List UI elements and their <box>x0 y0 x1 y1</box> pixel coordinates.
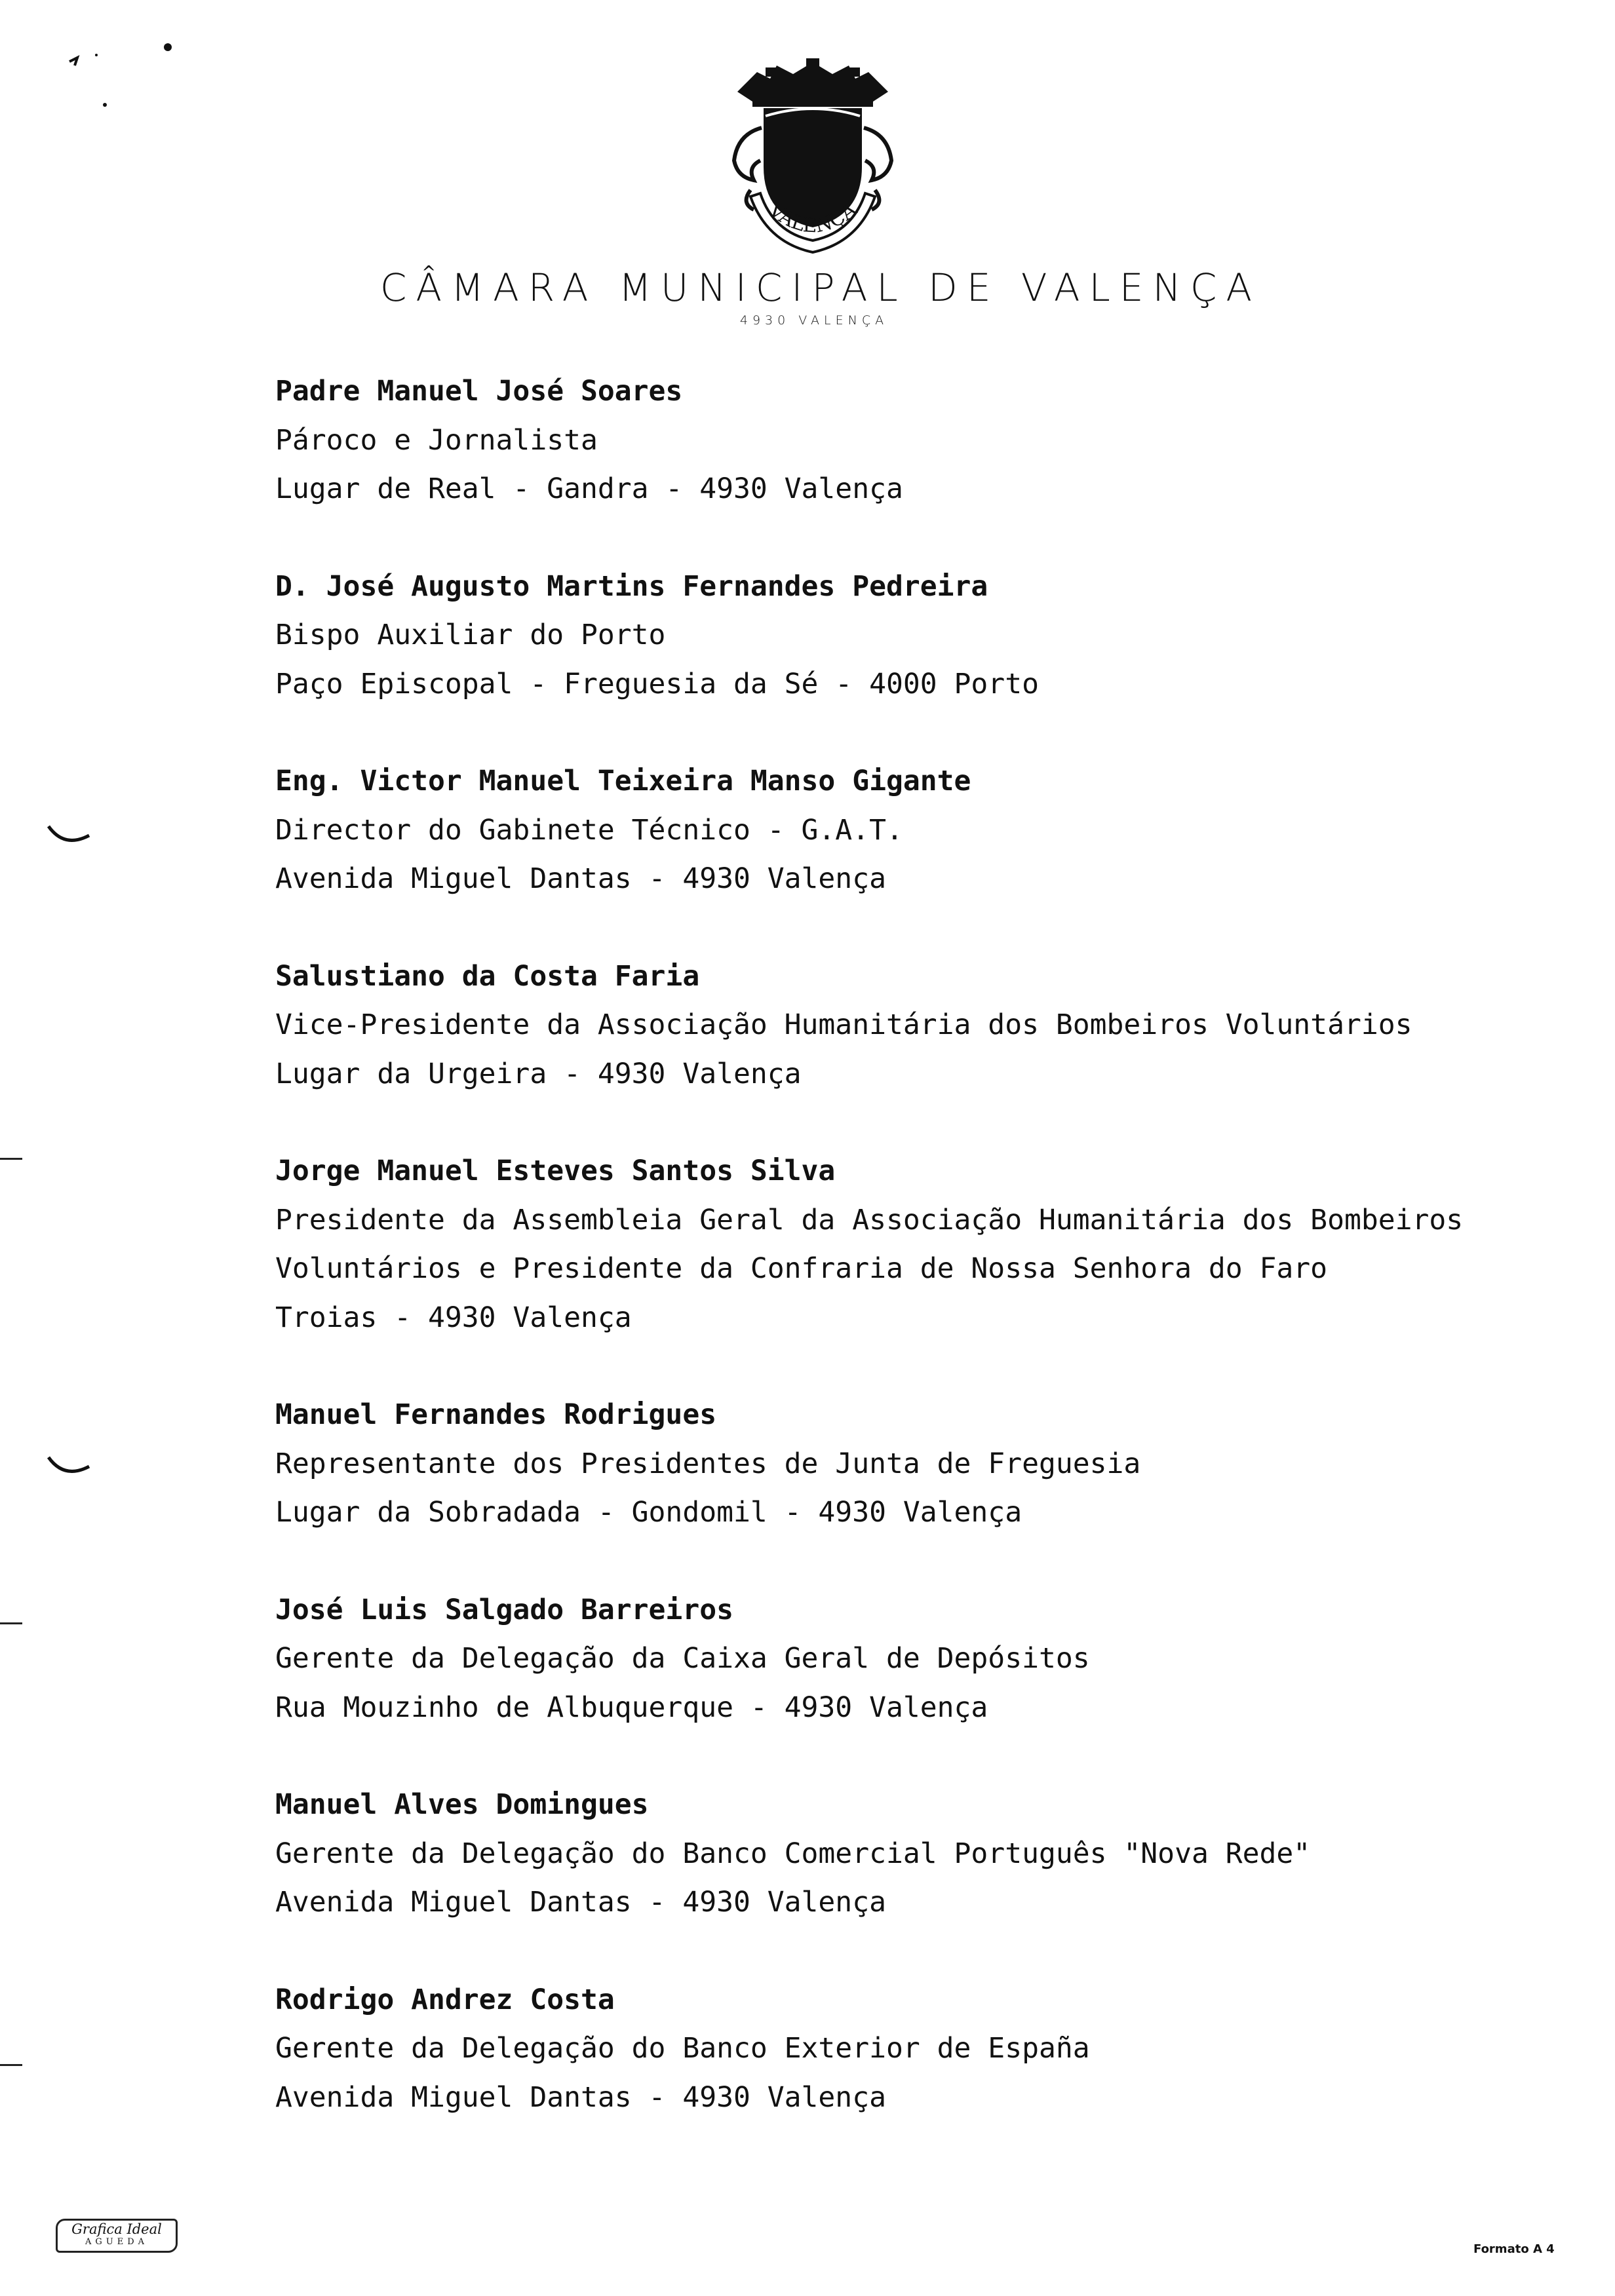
contact-role: Presidente da Assembleia Geral da Associação Humanitária dos Bombeiros <box>275 1203 1464 1236</box>
municipal-crest <box>701 56 924 272</box>
contact-address: Paço Episcopal - Freguesia da Sé - 4000 Porto <box>275 667 1039 700</box>
punch-mark-bottom <box>46 1453 98 1486</box>
contact-address: Lugar da Urgeira - 4930 Valença <box>275 1057 802 1090</box>
contact-entry <box>275 757 1553 904</box>
contact-entry <box>275 1976 1553 2122</box>
contact-address: Avenida Miguel Dantas - 4930 Valença <box>275 1886 886 1919</box>
fold-mark-2 <box>0 1622 22 1624</box>
contact-name: Manuel Fernandes Rodrigues <box>275 1398 717 1431</box>
contact-address: Avenida Miguel Dantas - 4930 Valença <box>275 862 886 895</box>
contact-name: Padre Manuel José Soares <box>275 375 683 408</box>
paper-format-label: Formato A 4 <box>1473 2242 1555 2256</box>
contact-address: Avenida Miguel Dantas - 4930 Valença <box>275 2080 886 2114</box>
organization-address: 4930 VALENÇA <box>739 313 889 328</box>
printer-name: Grafica Ideal <box>71 2221 162 2237</box>
contact-list <box>275 367 1553 2170</box>
contact-entry <box>275 562 1553 709</box>
punch-mark-top <box>46 822 98 855</box>
contact-entry <box>275 952 1553 1099</box>
contact-name: Manuel Alves Domingues <box>275 1788 649 1821</box>
contact-name: D. José Augusto Martins Fernandes Pedreira <box>275 569 988 603</box>
fold-mark-1 <box>0 1158 22 1160</box>
contact-name: Jorge Manuel Esteves Santos Silva <box>275 1155 836 1187</box>
contact-role-continued: Voluntários e Presidente da Confraria de Nossa Senhora do Faro <box>275 1252 1328 1285</box>
contact-entry <box>275 1390 1553 1537</box>
mural-crown-icon <box>737 58 888 107</box>
printer-city: AGUEDA <box>85 2237 149 2247</box>
crest-ribbon-text: VALENÇA <box>764 198 861 238</box>
contact-role: Representante dos Presidentes de Junta de Freguesia <box>275 1447 1141 1480</box>
contact-entry <box>275 1586 1553 1732</box>
organization-title: CÂMARA MUNICIPAL DE VALENÇA <box>379 265 1262 310</box>
contact-name: Salustiano da Costa Faria <box>275 959 700 993</box>
contact-name: José Luis Salgado Barreiros <box>275 1593 733 1626</box>
contact-role: Bispo Auxiliar do Porto <box>275 619 666 651</box>
contact-role: Director do Gabinete Técnico - G.A.T. <box>275 813 903 847</box>
contact-role: Gerente da Delegação do Banco Exterior de España <box>275 2032 1090 2065</box>
fold-mark-3 <box>0 2064 22 2066</box>
contact-address: Troias - 4930 Valença <box>275 1301 632 1334</box>
contact-role: Pároco e Jornalista <box>275 423 598 457</box>
contact-address: Lugar de Real - Gandra - 4930 Valença <box>275 472 903 505</box>
contact-entry <box>275 367 1553 514</box>
contact-name: Rodrigo Andrez Costa <box>275 1983 615 2016</box>
contact-address: Lugar da Sobradada - Gondomil - 4930 Valença <box>275 1496 1022 1529</box>
contact-role: Gerente da Delegação da Caixa Geral de Depósitos <box>275 1642 1090 1675</box>
contact-name: Eng. Victor Manuel Teixeira Manso Gigante <box>275 765 971 797</box>
contact-entry <box>275 1780 1553 1927</box>
printer-logo <box>56 2219 178 2253</box>
margin-speck-marks <box>46 31 184 117</box>
contact-role: Vice-Presidente da Associação Humanitária dos Bombeiros Voluntários <box>275 1008 1412 1041</box>
contact-role: Gerente da Delegação do Banco Comercial Português "Nova Rede" <box>275 1837 1311 1870</box>
contact-address: Rua Mouzinho de Albuquerque - 4930 Valença <box>275 1691 988 1724</box>
contact-entry <box>275 1147 1553 1342</box>
